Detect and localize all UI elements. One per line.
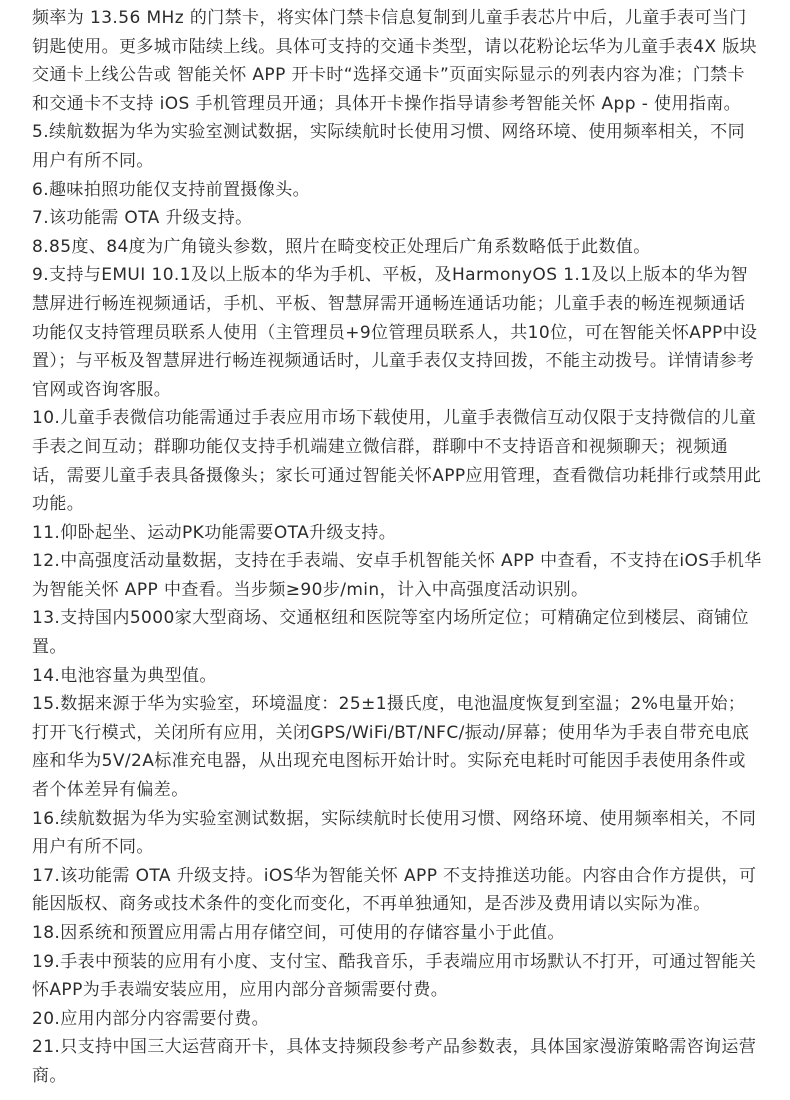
footnote-8: 8.85度、84度为广角镜头参数，照片在畸变校正处理后广角系数略低于此数值。	[32, 236, 651, 257]
footnote-7: 7.该功能需 OTA 升级支持。	[32, 208, 253, 229]
footnote-15: 15.数据来源于华为实验室，环境温度：25±1摄氏度，电池温度恢复到室温；2%电量开始；打开飞行模式，关闭所有应用，关闭GPS/WiFi/BT/NFC/振动/屏幕；使用华为手表自带充电底座和华为5V/2A标准充电器，从出现充电图标开始计时。实际充电耗时可能因手表使用条件或者个体差异有偏差。	[32, 694, 750, 801]
footnote-5: 5.续航数据为华为实验室测试数据，实际续航时长使用习惯、网络环境、使用频率相关，不同用户有所不同。	[32, 122, 746, 171]
footnotes-list	[32, 4, 762, 1091]
footnote-10: 10.儿童手表微信功能需通过手表应用市场下载使用，儿童手表微信互动仅限于支持微信的儿童手表之间互动；群聊功能仅支持手机端建立微信群，群聊中不支持语音和视频聊天；视频通话，需要儿童手表具备摄像头；家长可通过智能关怀APP应用管理，查看微信功耗排行或禁用此功能。	[32, 408, 762, 515]
footnote-17: 17.该功能需 OTA 升级支持。iOS华为智能关怀 APP 不支持推送功能。内容由合作方提供，可能因版权、商务或技术条件的变化而变化，不再单独通知，是否涉及费用请以实际为准。	[32, 865, 757, 915]
footnote-19: 19.手表中预装的应用有小度、支付宝、酷我音乐，手表端应用市场默认不打开，可通过智能关怀APP为手表端安装应用，应用内部分音频需要付费。	[32, 951, 757, 1001]
footnote-21: 21.只支持中国三大运营商开卡，具体支持频段参考产品参数表，具体国家漫游策略需咨询运营商。	[32, 1037, 757, 1086]
footnote-20: 20.应用内部分内容需要付费。	[32, 1008, 270, 1029]
footnote-12: 12.中高强度活动量数据，支持在手表端、安卓手机智能关怀 APP 中查看，不支持在iOS手机华为智能关怀 APP 中查看。当步频≥90步/min，计入中高强度活动识别。	[32, 551, 762, 600]
footnote-18: 18.因系统和预置应用需占用存储空间，可使用的存储容量小于此值。	[32, 923, 565, 943]
footnote-11: 11.仰卧起坐、运动PK功能需要OTA升级支持。	[32, 522, 397, 543]
footnote-13: 13.支持国内5000家大型商场、交通枢纽和医院等室内场所定位；可精确定位到楼层、商铺位置。	[32, 608, 749, 658]
footnote-9: 9.支持与EMUI 10.1及以上版本的华为手机、平板，及HarmonyOS 1.1及以上版本的华为智慧屏进行畅连视频通话，手机、平板、智慧屏需开通畅连通话功能；儿童手表的畅连视频通话功能仅支持管理员联系人使用（主管理员+9位管理员联系人，共10位，可在智能关怀APP中设置）；与平板及智慧屏进行畅连视频通话时，儿童手表仅支持回拨，不能主动拨号。详情请参考官网或咨询客服。	[32, 265, 758, 400]
footnote-14: 14.电池容量为典型值。	[32, 665, 217, 686]
footnote-4-continued: 频率为 13.56 MHz 的门禁卡，将实体门禁卡信息复制到儿童手表芯片中后，儿童手表可当门钥匙使用。更多城市陆续上线。具体可支持的交通卡类型，请以花粉论坛华为儿童手表4X 版块交通卡上线公告或 智能关怀 APP 开卡时“选择交通卡”页面实际显示的列表内容为准；门禁卡和交通卡不支持 iOS 手机管理员开通；具体开卡操作指导请参考智能关怀 App - 使用指南。	[32, 8, 758, 114]
footnote-6: 6.趣味拍照功能仅支持前置摄像头。	[32, 179, 311, 200]
footnote-16: 16.续航数据为华为实验室测试数据，实际续航时长使用习惯、网络环境、使用频率相关，不同用户有所不同。	[32, 808, 757, 858]
